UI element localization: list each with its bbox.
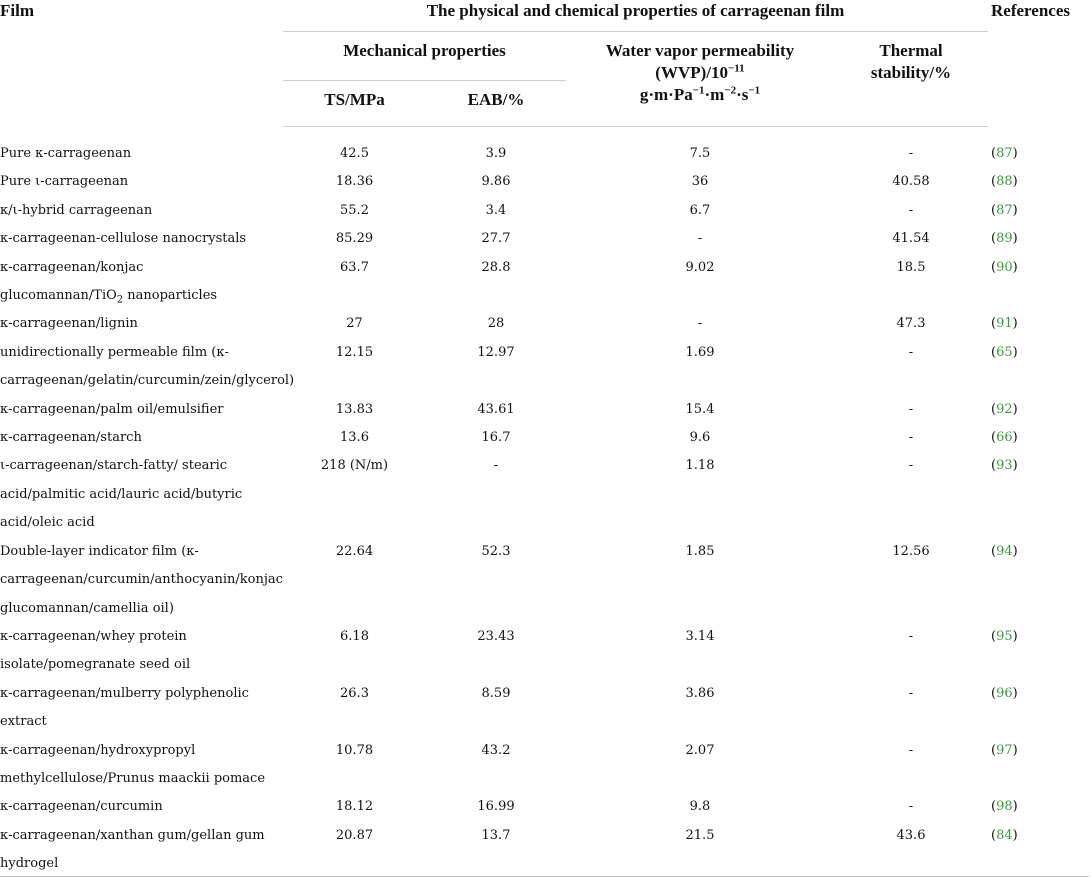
film-cell: κ/ι-hybrid carrageenan (0, 202, 153, 218)
eab-cell: 43.61 (477, 401, 515, 417)
wvp-cell: 7.5 (689, 146, 711, 161)
reference-cell: (96) (991, 685, 1018, 701)
reference-link[interactable]: 98 (996, 799, 1013, 815)
film-cell: κ-carrageenan/starch (0, 430, 142, 446)
reference-cell: (90) (991, 259, 1018, 275)
reference-cell: (95) (991, 628, 1018, 644)
header-wvp-line2: $(WVP)/10^{-11}$ (655, 62, 745, 82)
reference-cell: (93) (991, 458, 1018, 474)
ts-cell: 22.64 (335, 543, 374, 559)
film-cell: Double-layer indicator film (κ-carrageenan/curcumin/anthocyanin/konjac glucomannan/camellia oil) (0, 543, 283, 616)
reference-cell: (98) (991, 799, 1018, 815)
header-thermal-line2: stability/% (870, 63, 952, 82)
film-cell: ι-carrageenan/starch-fatty/ stearic acid/palmitic acid/lauric acid/butyric acid/oleic acid (0, 458, 243, 531)
table-row (0, 424, 1089, 452)
thermal-cell: - (908, 344, 914, 360)
header-thermal-line1: Thermal (879, 41, 943, 60)
ts-cell: 20.87 (335, 827, 374, 843)
reference-link[interactable]: 90 (996, 259, 1013, 275)
wvp-cell: 1.85 (685, 543, 715, 559)
ts-cell: 27 (346, 316, 363, 332)
eab-cell: 3.4 (485, 202, 507, 218)
table-row (0, 623, 1089, 680)
table-row (0, 737, 1089, 794)
thermal-cell: 43.6 (896, 827, 926, 843)
reference-link[interactable]: 97 (996, 742, 1013, 758)
header-properties-group: The physical and chemical properties of carrageenan film (283, 0, 988, 32)
ts-cell: 6.18 (340, 628, 369, 644)
thermal-cell: - (908, 685, 914, 701)
header-wvp (566, 32, 834, 127)
film-cell: κ-carrageenan-cellulose nanocrystals (0, 231, 247, 247)
ts-cell: 26.3 (340, 685, 369, 701)
reference-link[interactable]: 66 (996, 430, 1013, 446)
header-references: References (991, 1, 1070, 20)
thermal-cell: - (908, 458, 914, 474)
thermal-cell: 12.56 (892, 543, 930, 559)
wvp-cell: 3.14 (685, 628, 715, 644)
wvp-cell: 9.6 (689, 430, 711, 446)
reference-cell: (66) (991, 430, 1018, 446)
thermal-cell: 40.58 (892, 174, 930, 190)
film-cell: κ-carrageenan/palm oil/emulsifier (0, 401, 224, 417)
film-cell: κ-carrageenan/curcumin (0, 799, 163, 815)
reference-cell: (65) (991, 344, 1018, 360)
table-row (0, 225, 1089, 253)
ts-cell: 12.15 (335, 344, 374, 360)
film-cell: κ-carrageenan/lignin (0, 316, 138, 332)
eab-cell: 13.7 (481, 827, 511, 843)
reference-link[interactable]: 89 (996, 231, 1013, 247)
film-cell: κ-carrageenan/whey protein isolate/pomegranate seed oil (0, 628, 191, 673)
thermal-cell: 18.5 (896, 259, 926, 275)
film-cell: κ-carrageenan/konjac glucomannan/TiO$_2$ nanoparticles (0, 259, 218, 306)
ts-cell: 18.36 (335, 174, 374, 190)
table-row (0, 396, 1089, 424)
thermal-cell: - (908, 799, 914, 815)
reference-link[interactable]: 88 (996, 174, 1013, 190)
eab-cell: 16.7 (481, 430, 511, 446)
eab-cell: 12.97 (477, 344, 515, 360)
wvp-cell: 6.7 (689, 202, 711, 218)
wvp-cell: 36 (691, 174, 709, 190)
wvp-cell: - (697, 316, 703, 332)
film-cell: κ-carrageenan/xanthan gum/gellan gum hydrogel (0, 827, 265, 872)
reference-cell: (91) (991, 316, 1018, 332)
header-wvp-line3: $g\cdot m\cdot Pa^{-1}\cdot m^{-2}\cdot s^{-1}$ (639, 84, 761, 104)
reference-link[interactable]: 95 (996, 628, 1013, 644)
table-row (0, 310, 1089, 338)
wvp-cell: 2.07 (685, 742, 715, 758)
ts-cell: 85.29 (335, 231, 374, 247)
header-mechanical: Mechanical properties (283, 32, 566, 81)
reference-link[interactable]: 93 (996, 458, 1013, 474)
wvp-cell: 9.02 (685, 259, 715, 275)
reference-link[interactable]: 96 (996, 685, 1013, 701)
film-cell: Pure ι-carrageenan (0, 174, 129, 190)
table-row (0, 538, 1089, 623)
header-film: Film (0, 1, 34, 20)
eab-cell: - (493, 458, 499, 474)
eab-cell: 16.99 (477, 799, 515, 815)
header-thermal (834, 32, 988, 127)
thermal-cell: - (908, 146, 914, 161)
eab-cell: 28 (487, 316, 505, 332)
ts-cell: 55.2 (340, 202, 369, 218)
wvp-cell: - (697, 231, 703, 247)
ts-cell: 63.7 (340, 259, 369, 275)
thermal-cell: - (908, 430, 914, 446)
thermal-cell: - (908, 202, 914, 218)
reference-link[interactable]: 91 (996, 316, 1013, 332)
table-row (0, 680, 1089, 737)
thermal-cell: 47.3 (896, 316, 926, 332)
wvp-cell: 21.5 (685, 827, 715, 843)
ts-cell: 218 (N/m) (320, 458, 389, 474)
header-wvp-line1: Water vapor permeability (605, 41, 795, 60)
eab-cell: 43.2 (481, 742, 511, 758)
film-cell: Pure κ-carrageenan (0, 145, 132, 161)
reference-link[interactable]: 87 (996, 145, 1013, 161)
header-eab: EAB/% (426, 81, 566, 127)
table-bottom-rule (0, 876, 1089, 877)
reference-cell: (84) (991, 827, 1018, 843)
ts-cell: 18.12 (335, 799, 374, 815)
eab-cell: 52.3 (481, 543, 511, 559)
reference-cell: (92) (991, 401, 1018, 417)
reference-cell: (97) (991, 742, 1018, 758)
reference-cell: (89) (991, 231, 1018, 247)
ts-cell: 10.78 (335, 742, 374, 758)
table-row (0, 452, 1089, 537)
film-cell: unidirectionally permeable film (κ-carrageenan/gelatin/curcumin/zein/glycerol) (0, 344, 295, 389)
film-cell: κ-carrageenan/mulberry polyphenolic extract (0, 685, 249, 730)
reference-cell: (87) (991, 202, 1018, 218)
thermal-cell: 41.54 (892, 231, 930, 247)
eab-cell: 3.9 (485, 146, 507, 161)
ts-cell: 42.5 (340, 146, 369, 161)
table-row (0, 254, 1089, 311)
reference-link[interactable]: 65 (996, 344, 1013, 360)
wvp-cell: 15.4 (685, 401, 715, 417)
eab-cell: 23.43 (477, 628, 515, 644)
wvp-cell: 3.86 (685, 685, 715, 701)
thermal-cell: - (908, 628, 914, 644)
film-cell: κ-carrageenan/hydroxypropyl methylcellulose/Prunus maackii pomace (0, 742, 266, 786)
ts-cell: 13.83 (335, 401, 374, 417)
table-row (0, 793, 1089, 821)
thermal-cell: - (908, 742, 914, 758)
reference-link[interactable]: 84 (996, 827, 1013, 843)
ts-cell: 13.6 (340, 430, 369, 446)
thermal-cell: - (908, 401, 914, 417)
wvp-cell: 1.18 (685, 458, 715, 474)
eab-cell: 28.8 (481, 259, 511, 275)
table-row (0, 197, 1089, 225)
reference-cell: (88) (991, 174, 1018, 190)
reference-link[interactable]: 92 (996, 401, 1013, 417)
reference-cell: (94) (991, 543, 1018, 559)
table-row (0, 168, 1089, 196)
table-row (0, 127, 1089, 169)
header-ts: TS/MPa (283, 81, 426, 127)
wvp-cell: 9.8 (689, 799, 711, 815)
eab-cell: 9.86 (481, 174, 511, 190)
eab-cell: 8.59 (481, 685, 511, 701)
reference-link[interactable]: 87 (996, 202, 1013, 218)
wvp-cell: 1.69 (685, 344, 715, 360)
eab-cell: 27.7 (481, 231, 511, 247)
table-row (0, 339, 1089, 396)
reference-link[interactable]: 94 (996, 543, 1013, 559)
reference-cell: (87) (991, 145, 1018, 161)
